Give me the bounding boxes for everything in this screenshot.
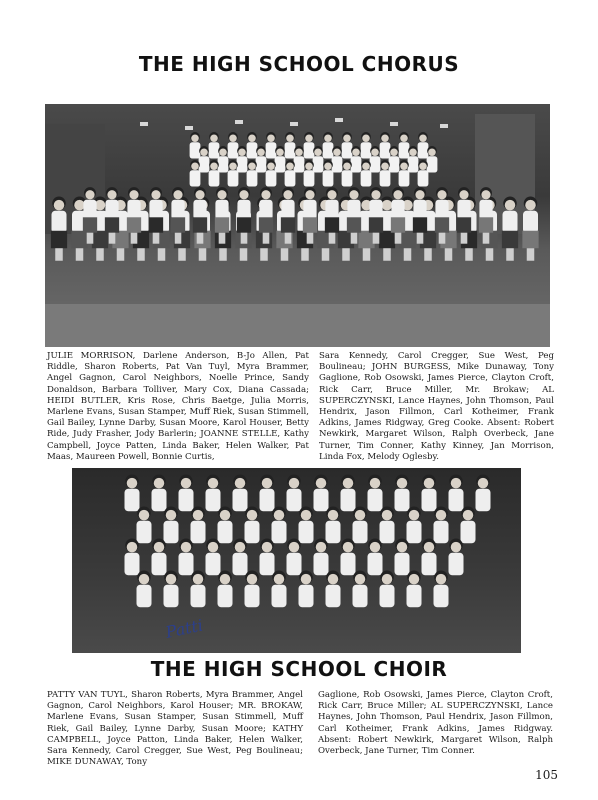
chorus-boy — [266, 132, 277, 158]
chorus-boy — [285, 132, 296, 158]
chorus-boy — [313, 146, 324, 172]
choir-member — [206, 539, 221, 576]
choir-member — [125, 539, 140, 576]
choir-group-photo — [72, 468, 521, 653]
choir-member — [233, 539, 248, 576]
choir-member — [314, 475, 329, 512]
choir-member — [287, 539, 302, 576]
choir-member — [341, 539, 356, 576]
choir-member — [353, 507, 368, 544]
choir-member — [449, 475, 464, 512]
chorus-boy — [190, 132, 201, 158]
choir-member — [449, 539, 464, 576]
choir-member — [314, 539, 329, 576]
choir-member — [326, 507, 341, 544]
chorus-girl — [51, 197, 67, 261]
choir-member — [353, 571, 368, 608]
choir-member — [164, 507, 179, 544]
page-number: 105 — [535, 768, 558, 782]
choir-member — [368, 539, 383, 576]
chorus-boy — [247, 132, 258, 158]
choir-member — [137, 571, 152, 608]
choir-member — [179, 539, 194, 576]
chorus-boy — [342, 160, 353, 186]
choir-member — [233, 475, 248, 512]
choir-member — [164, 571, 179, 608]
chorus-boy — [190, 160, 201, 186]
chorus-group-photo — [45, 104, 550, 347]
handwritten-signature: Patti — [163, 615, 205, 642]
choir-heading: THE HIGH SCHOOL CHOIR — [150, 657, 448, 681]
chorus-boy — [275, 146, 286, 172]
chorus-boy — [209, 132, 220, 158]
choir-member — [191, 507, 206, 544]
choir-member — [179, 475, 194, 512]
chorus-caption-left: JULIE MORRISON, Darlene Anderson, B-Jo Allen, Pat Riddle, Sharon Roberts, Pat Van Tuyl, Myra Brammer, Angel Gagnon, Carol Neighbors, Noelle Prince, Sandy Donaldson, Barbara Tolliver, Mary Cox, Diana Cassada; HEIDI BUTLER, Kris Rose, Chris Baetge, Julia Morris, Marlene Evans, Susan Stamper, Muff Riek, Susan Stimmell, Gail Bailey, Lynne Darby, Susan Moore, Karol Houser, Betty Ride, Judy Frasher, Jody Barlerin; JOANNE STELLE, Kathy Campbell, Joyce Patten, Linda Baker, Helen Walker, Pat Maas, Maureen Powell, Bonnie Curtis, — [47, 351, 309, 462]
choir-member — [422, 475, 437, 512]
chorus-boy — [304, 132, 315, 158]
choir-member — [299, 571, 314, 608]
chorus-boy — [389, 146, 400, 172]
choir-member — [191, 571, 206, 608]
choir-member — [152, 475, 167, 512]
chorus-boy — [408, 146, 419, 172]
choir-member — [380, 571, 395, 608]
chorus-boy — [199, 146, 210, 172]
choir-member — [206, 475, 221, 512]
choir-member — [287, 475, 302, 512]
chorus-boy — [361, 132, 372, 158]
chorus-boy — [380, 160, 391, 186]
choir-member — [152, 539, 167, 576]
choir-member — [395, 539, 410, 576]
choir-member — [326, 571, 341, 608]
choir-member — [422, 539, 437, 576]
choir-member — [341, 475, 356, 512]
choir-member — [434, 507, 449, 544]
chorus-boy — [294, 146, 305, 172]
chorus-boy — [209, 160, 220, 186]
choir-member — [407, 507, 422, 544]
choir-member — [395, 475, 410, 512]
choir-member — [476, 475, 491, 512]
chorus-boy — [228, 132, 239, 158]
chorus-boy — [228, 160, 239, 186]
choir-member — [218, 571, 233, 608]
chorus-boy — [256, 146, 267, 172]
chorus-boy — [427, 146, 438, 172]
choir-member — [260, 539, 275, 576]
chorus-back-rows — [190, 132, 438, 186]
chorus-boy — [304, 160, 315, 186]
choir-member — [218, 507, 233, 544]
chorus-boy — [323, 160, 334, 186]
chorus-boy — [418, 160, 429, 186]
chorus-boy — [399, 132, 410, 158]
choir-caption-left: PATTY VAN TUYL, Sharon Roberts, Myra Brammer, Angel Gagnon, Carol Neighbors, Karol Houser; MR. BROKAW, Marlene Evans, Susan Stamper, Susan Stimmell, Muff Riek, Gail Bailey, Lynne Darby, Susan Moore; KATHY CAMPBELL, Joyce Patton, Linda Baker, Helen Walker, Sara Kennedy, Carol Cregger, Sue West, Peg Boulineau; MIKE DUNAWAY, Tony — [47, 690, 303, 768]
choir-member — [368, 475, 383, 512]
choir-members — [125, 475, 491, 608]
chorus-boy — [323, 132, 334, 158]
choir-member — [260, 475, 275, 512]
chorus-boy — [247, 160, 258, 186]
chorus-boy — [361, 160, 372, 186]
chorus-front-rows — [51, 187, 539, 261]
chorus-boy — [418, 132, 429, 158]
chorus-boy — [399, 160, 410, 186]
chorus-boy — [370, 146, 381, 172]
choir-member — [407, 571, 422, 608]
choir-member — [137, 507, 152, 544]
ceiling-lights — [140, 118, 448, 130]
chorus-boy — [218, 146, 229, 172]
choir-member — [461, 507, 476, 544]
choir-member — [272, 571, 287, 608]
chorus-boy — [351, 146, 362, 172]
choir-member — [245, 507, 260, 544]
chorus-girl — [502, 197, 518, 261]
chorus-photo-illustration — [45, 104, 550, 347]
chorus-girl — [522, 197, 538, 261]
chorus-caption-right: Sara Kennedy, Carol Cregger, Sue West, Peg Boulineau; JOHN BURGESS, Mike Dunaway, Tony Gaglione, Rob Osowski, James Pierce, Clayton Croft, Rick Carr, Bruce Miller, Mr. Brokaw; AL SUPERCZYNSKI, Lance Haynes, John Thomson, Paul Hendrix, Jason Fillmon, Carl Kotheimer, Frank Adkins, James Ridgway, Greg Cooke. Absent: Robert Newkirk, Margaret Wilson, Ralph Overbeck, Jane Turner, Tim Conner, Kathy Kinney, Jan Morrison, Linda Fox, Melody Oglesby. — [319, 351, 554, 462]
chorus-boy — [285, 160, 296, 186]
choir-member — [245, 571, 260, 608]
choir-photo-illustration — [72, 468, 521, 653]
chorus-boy — [332, 146, 343, 172]
choir-member — [272, 507, 287, 544]
choir-member — [299, 507, 314, 544]
choir-caption-right: Gaglione, Rob Osowski, James Pierce, Clayton Croft, Rick Carr, Bruce Miller; AL SUPERCZYNSKI, Lance Haynes, John Thomson, Paul Hendrix, Jason Fillmon, Carl Kotheimer, Frank Adkins, James Ridgway. Absent: Robert Newkirk, Margaret Wilson, Ralph Overbeck, Jane Turner, Tim Conner. — [318, 690, 553, 757]
chorus-boy — [237, 146, 248, 172]
chorus-boy — [380, 132, 391, 158]
chorus-heading: THE HIGH SCHOOL CHORUS — [138, 52, 460, 76]
chorus-boy — [342, 132, 353, 158]
choir-member — [125, 475, 140, 512]
choir-member — [380, 507, 395, 544]
choir-member — [434, 571, 449, 608]
chorus-boy — [266, 160, 277, 186]
